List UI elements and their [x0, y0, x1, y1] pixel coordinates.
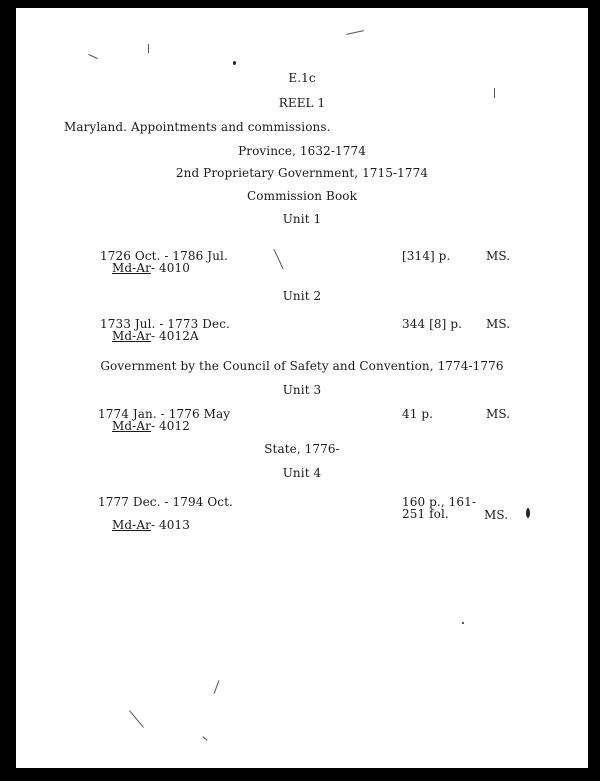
archive-code: Md-Ar [112, 261, 151, 275]
archive-code: Md-Ar [112, 419, 151, 433]
archive-number: - 4012A [150, 329, 199, 343]
unit-heading: Unit 3 [282, 383, 322, 397]
unit-heading: Unit 2 [282, 289, 322, 303]
state-heading: State, 1776- [264, 442, 340, 456]
unit-reference [112, 329, 199, 343]
council-heading: Government by the Council of Safety and Convention, 1774-1776 [100, 359, 504, 373]
archive-number: - 4010 [150, 261, 190, 275]
government-heading: 2nd Proprietary Government, 1715-1774 [175, 166, 429, 180]
archive-code: Md-Ar [112, 518, 151, 532]
unit-dates: 1777 Dec. - 1794 Oct. [98, 495, 233, 509]
unit-format: MS. [486, 249, 511, 263]
unit-heading: Unit 1 [282, 212, 322, 226]
unit-format: MS. [486, 407, 511, 421]
unit-format: MS. [484, 508, 509, 522]
scan-artifact [202, 736, 207, 741]
unit-extent-continued: 251 fol. [402, 507, 449, 521]
archive-number: - 4012 [150, 419, 190, 433]
unit-extent: 160 p., 161- [402, 495, 477, 509]
archive-code: Md-Ar [112, 329, 151, 343]
document-page [16, 8, 588, 768]
unit-reference [112, 261, 190, 275]
unit-dates: 1726 Oct. - 1786 Jul. [100, 249, 228, 263]
reel-label: REEL 1 [278, 96, 326, 110]
scan-artifact [494, 88, 495, 98]
scan-artifact [148, 44, 149, 53]
unit-extent: 41 p. [402, 407, 434, 421]
scan-artifact [273, 249, 283, 269]
scan-artifact [233, 61, 236, 65]
unit-extent: [314] p. [402, 249, 451, 263]
scan-artifact [462, 622, 464, 624]
unit-dates: 1733 Jul. - 1773 Dec. [100, 317, 230, 331]
unit-heading: Unit 4 [282, 466, 322, 480]
unit-reference [112, 518, 190, 532]
scan-artifact [526, 508, 530, 518]
unit-reference [112, 419, 190, 433]
scan-artifact [88, 54, 97, 59]
book-heading: Commission Book [247, 189, 357, 203]
period-heading: Province, 1632-1774 [238, 144, 366, 158]
unit-dates: 1774 Jan. - 1776 May [98, 407, 231, 421]
series-title: Maryland. Appointments and commissions. [64, 120, 331, 134]
archive-number: - 4013 [150, 518, 190, 532]
scan-artifact [346, 30, 364, 35]
document-id: E.1c [288, 71, 316, 85]
scan-artifact [129, 710, 144, 727]
unit-extent: 344 [8] p. [402, 317, 463, 331]
unit-format: MS. [486, 317, 511, 331]
scan-artifact [214, 680, 220, 693]
